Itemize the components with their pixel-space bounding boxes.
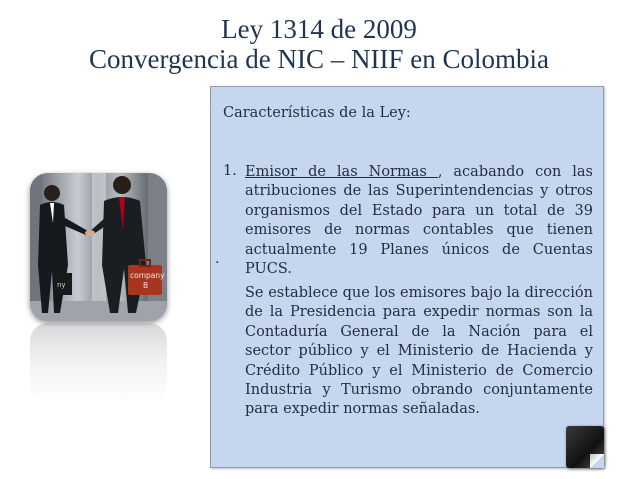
second-paragraph: Se establece que los emisores bajo la dirección de la Presidencia para expedir normas son la Contaduría General de la Nación para el sector público y el Ministerio de Hacienda y Crédito Público y el Ministerio de Comercio Industria y Turismo obrando conjuntamente para expedir normas señaladas. — [245, 285, 593, 418]
handshake-illustration — [30, 173, 167, 321]
content-panel — [210, 86, 604, 468]
bullet-dot: . — [215, 251, 220, 267]
panel-subtitle: Características de la Ley: — [223, 105, 411, 121]
briefcase-right-label-1: company — [130, 271, 165, 280]
photo-reflection — [30, 323, 167, 403]
title-line-1: Ley 1314 de 2009 — [221, 14, 417, 44]
handshake-photo — [30, 173, 167, 321]
item-paragraph — [245, 163, 593, 279]
page-curl-icon — [566, 426, 604, 468]
title-line-2: Convergencia de NIC – NIIF en Colombia — [89, 44, 549, 74]
slide-title — [0, 14, 638, 74]
item-term: Emisor de las Normas — [245, 164, 438, 180]
item-text: , acabando con las atribuciones de las Superintendencias y otros organismos del Estado para un total de 39 emisores de normas contables que tienen actualmente 19 Planes únicos de Cuentas PUCS. — [245, 164, 593, 278]
briefcase-left-label: ny — [57, 281, 66, 289]
item-number: 1. — [223, 163, 237, 179]
briefcase-right-label-2: B — [143, 281, 149, 290]
